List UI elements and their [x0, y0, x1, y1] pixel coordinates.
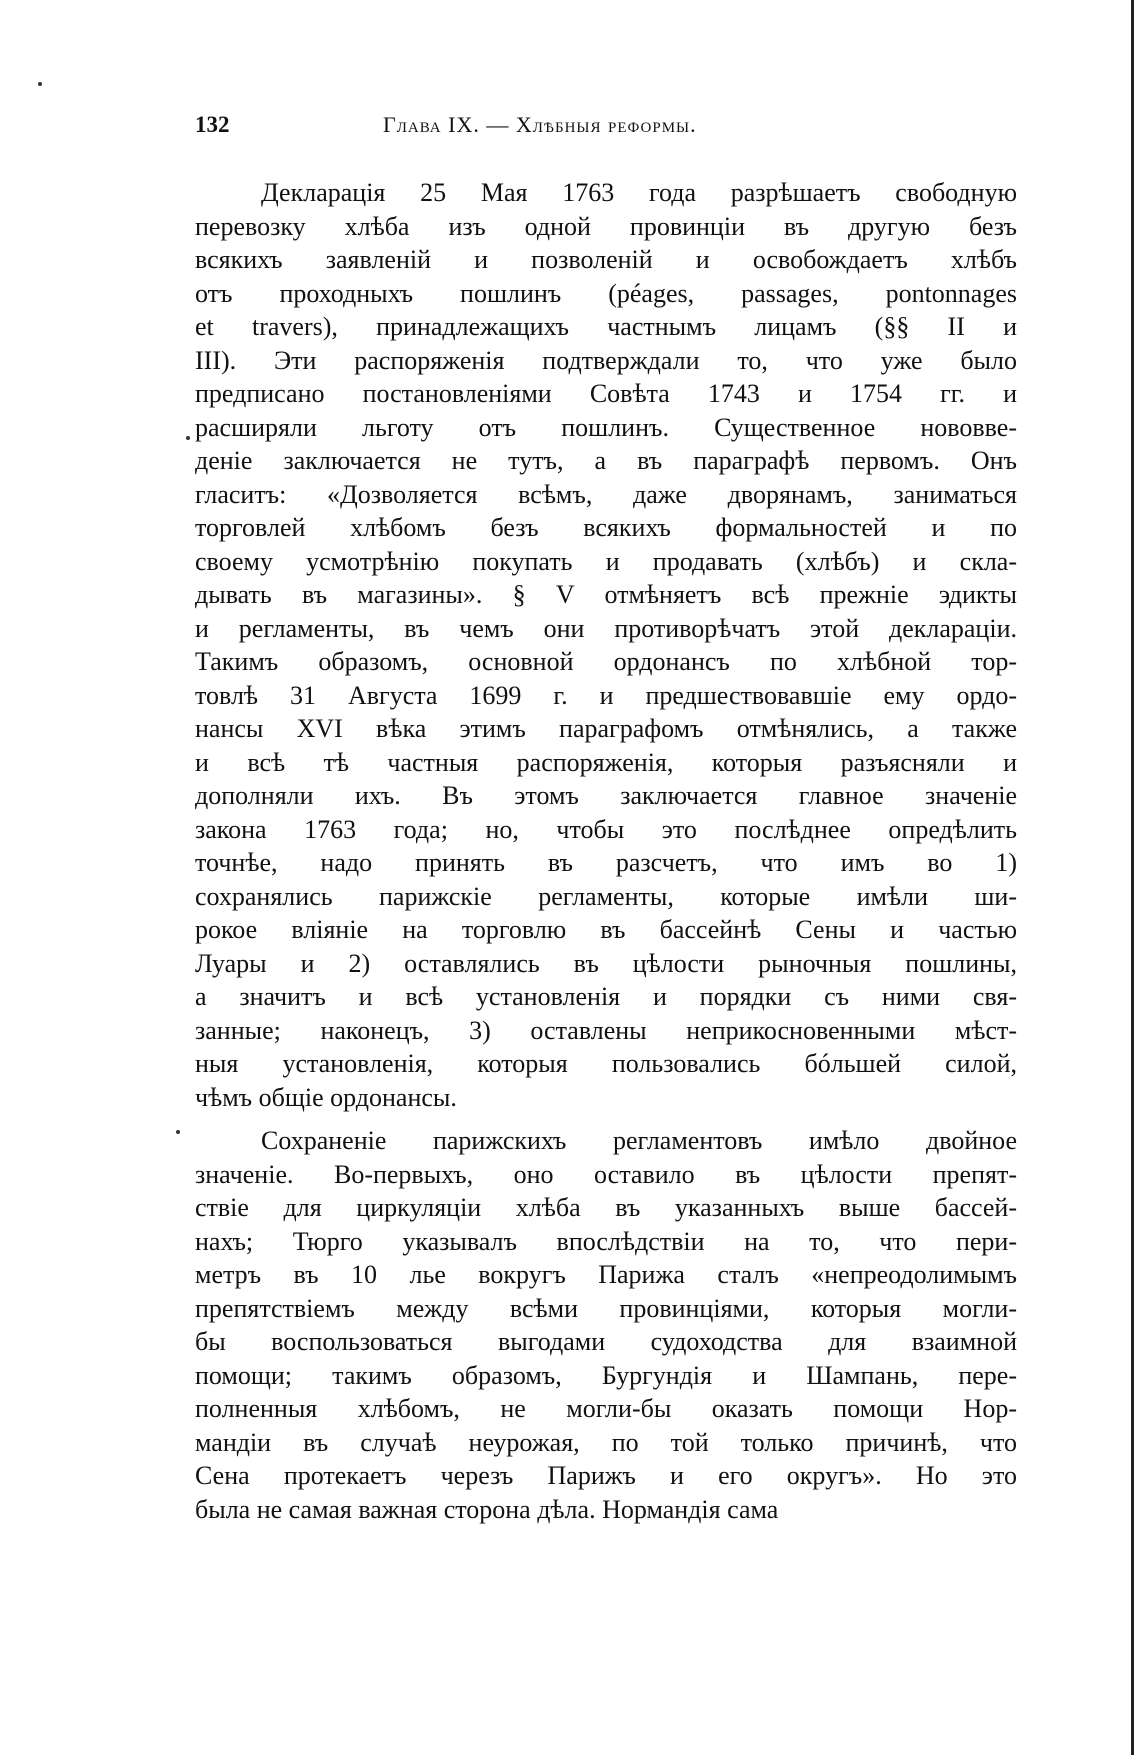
body-text	[195, 176, 1017, 1526]
text-line: товлѣ 31 Августа 1699 г. и предшествовавшіе ему ордо-	[195, 680, 1017, 710]
text-line: Сохраненіе парижскихъ регламентовъ имѣло двойное	[261, 1126, 1017, 1155]
text-line: всякихъ заявленій и позволеній и освобождаетъ хлѣбъ	[195, 245, 1017, 274]
scan-speck	[186, 436, 190, 440]
running-title: Глава IX. — Хлѣбныя реформы.	[383, 112, 697, 137]
text-line: а значитъ и всѣ установленія и порядки съ ними свя-	[195, 982, 1017, 1011]
text-line: ствіе для циркуляціи хлѣба въ указанныхъ выше бассей-	[195, 1193, 1017, 1222]
text-line: Такимъ образомъ, основной ордонансъ по хлѣбной тор-	[195, 647, 1017, 676]
text-line: отъ проходныхъ пошлинъ (péages, passages, pontonnages	[195, 278, 1017, 308]
text-line: сохранялись парижскіе регламенты, которые имѣли ши-	[195, 881, 1017, 911]
text-line: III). Эти распоряженія подтверждали то, что уже было	[195, 345, 1017, 375]
text-line: рокое вліяніе на торговлю въ бассейнѣ Сены и частью	[195, 915, 1017, 944]
text-line: Декларація 25 Мая 1763 года разрѣшаетъ свободную	[261, 178, 1017, 207]
text-line: и регламенты, въ чемъ они противорѣчатъ этой деклараціи.	[195, 613, 1017, 643]
text-line: Сена протекаетъ черезъ Парижъ и его округъ». Но это	[195, 1461, 1017, 1490]
text-line: помощи; такимъ образомъ, Бургундія и Шампань, пере-	[195, 1360, 1017, 1390]
scan-speck	[176, 1130, 180, 1134]
text-line: и всѣ тѣ частныя распоряженія, которыя разъясняли и	[195, 747, 1017, 777]
paragraph-gap	[195, 1114, 1017, 1124]
paragraph	[195, 176, 1017, 1114]
text-line: своему усмотрѣнію покупать и продавать (хлѣбъ) и скла-	[195, 546, 1017, 576]
text-line: занные; наконецъ, 3) оставлены неприкосновенными мѣст-	[195, 1015, 1017, 1045]
text-line: ныя установленія, которыя пользовались бóльшей силой,	[195, 1049, 1017, 1078]
text-line: нансы XVI вѣка этимъ параграфомъ отмѣнялись, а также	[195, 714, 1017, 743]
text-line: et travers), принадлежащихъ частнымъ лицамъ (§§ II и	[195, 312, 1017, 341]
text-line: расширяли льготу отъ пошлинъ. Существенное нововве-	[195, 412, 1017, 442]
text-line: деніе заключается не тутъ, а въ параграфѣ первомъ. Онъ	[195, 446, 1017, 475]
text-line: бы воспользоваться выгодами судоходства для взаимной	[195, 1327, 1017, 1356]
text-line: гласитъ: «Дозволяется всѣмъ, даже дворянамъ, заниматься	[195, 479, 1017, 509]
text-line: точнѣе, надо принять въ разсчетъ, что имъ во 1)	[195, 848, 1017, 877]
text-line: была не самая важная сторона дѣла. Нормандія сама	[195, 1494, 779, 1524]
page-number: 132	[195, 112, 230, 137]
text-line: мандіи въ случаѣ неурожая, по той только причинѣ, что	[195, 1427, 1017, 1457]
page-header	[195, 112, 1015, 148]
text-line: препятствіемъ между всѣми провинціями, которыя могли-	[195, 1293, 1017, 1323]
text-line: закона 1763 года; но, чтобы это послѣднее опредѣлить	[195, 814, 1017, 844]
text-line: метръ въ 10 лье вокругъ Парижа сталъ «непреодолимымъ	[195, 1260, 1017, 1289]
text-line: чѣмъ общіе ордонансы.	[195, 1082, 457, 1112]
text-line: Луары и 2) оставлялись въ цѣлости рыночныя пошлины,	[195, 948, 1017, 978]
page-edge-rule	[1131, 0, 1134, 1755]
scan-speck	[38, 82, 42, 86]
text-line: нахъ; Тюрго указывалъ впослѣдствіи на то, что пери-	[195, 1226, 1017, 1256]
text-line: значеніе. Во-первыхъ, оно оставило въ цѣлости препят-	[195, 1159, 1017, 1189]
text-line: полненныя хлѣбомъ, не могли-бы оказать помощи Нор-	[195, 1394, 1017, 1423]
text-line: предписано постановленіями Совѣта 1743 и 1754 гг. и	[195, 379, 1017, 408]
paragraph	[195, 1124, 1017, 1526]
text-line: дывать въ магазины». § V отмѣняетъ всѣ прежніе эдикты	[195, 580, 1017, 609]
text-line: дополняли ихъ. Въ этомъ заключается главное значеніе	[195, 781, 1017, 810]
paragraphs	[195, 176, 1017, 1526]
text-line: перевозку хлѣба изъ одной провинціи въ другую безъ	[195, 211, 1017, 241]
text-line: торговлей хлѣбомъ безъ всякихъ формальностей и по	[195, 513, 1017, 542]
